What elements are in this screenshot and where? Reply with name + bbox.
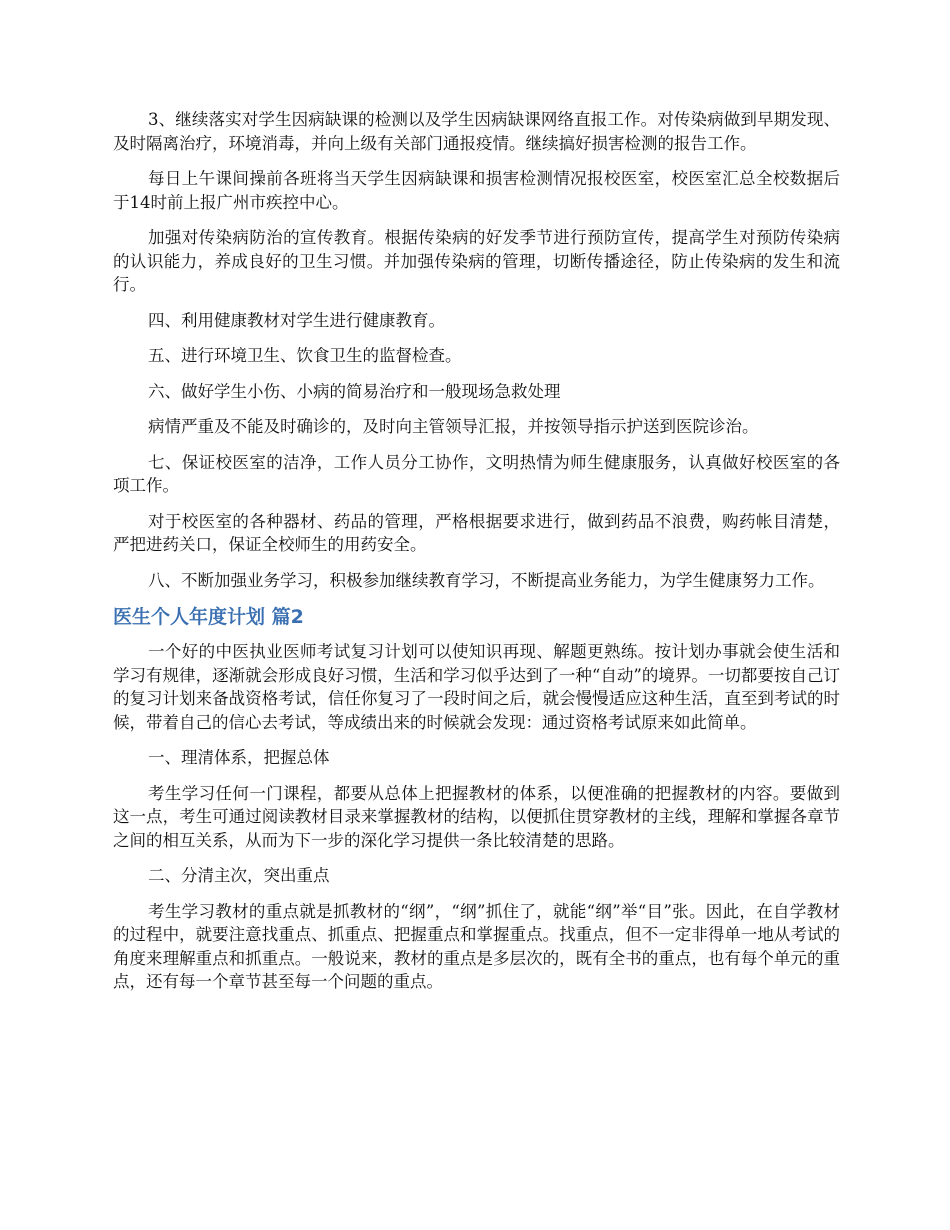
paragraph: 考生学习任何一门课程，都要从总体上把握教材的体系，以便准确的把握教材的内容。要做到这一点，考生可通过阅读教材目录来掌握教材的结构，以便抓住贯穿教材的主线，理解和掌握各章节之间的相互关系，从而为下一步的深化学习提供一条比较清楚的思路。 <box>113 783 840 850</box>
paragraph: 四、利用健康教材对学生进行健康教育。 <box>148 310 445 330</box>
paragraph: 二、分清主次，突出重点 <box>148 866 330 885</box>
paragraph: 考生学习教材的重点就是抓教材的“纲”，“纲”抓住了，就能“纲”举“目”张。因此，在自学教材的过程中，就要注意找重点、抓重点、把握重点和掌握重点。找重点，但不一定非得单一地从考试的角度来理解重点和抓重点。一般说来，教材的重点是多层次的，既有全书的重点，也有每个单元的重点，还有每一个章节甚至每一个问题的重点。 <box>113 901 840 991</box>
paragraph: 六、做好学生小伤、小病的简易治疗和一般现场急救处理 <box>148 381 561 401</box>
paragraph: 每日上午课间操前各班将当天学生因病缺课和损害检测情况报校医室，校医室汇总全校数据后于14时前上报广州市疾控中心。 <box>113 169 840 212</box>
paragraph: 病情严重及不能及时确诊的，及时向主管领导汇报，并按领导指示护送到医院诊治。 <box>148 417 759 436</box>
paragraph: 五、进行环境卫生、饮食卫生的监督检查。 <box>148 346 462 365</box>
paragraph: 八、不断加强业务学习，积极参加继续教育学习，不断提高业务能力，为学生健康努力工作。 <box>148 570 825 590</box>
document-page <box>113 108 840 1006</box>
paragraph: 加强对传染病防治的宣传教育。根据传染病的好发季节进行预防宣传，提高学生对预防传染病的认识能力，养成良好的卫生习惯。并加强传染病的管理，切断传播途径，防止传染病的发生和流行。 <box>113 228 840 294</box>
paragraph: 对于校医室的各种器材、药品的管理，严格根据要求进行，做到药品不浪费，购药帐目清楚，严把进药关口，保证全校师生的用药安全。 <box>113 511 840 554</box>
paragraph: 一个好的中医执业医师考试复习计划可以使知识再现、解题更熟练。按计划办事就会使生活和学习有规律，逐渐就会形成良好习惯，生活和学习似乎达到了一种“自动”的境界。一切都要按自己订的复习计划来备战资格考试，信任你复习了一段时间之后，就会慢慢适应这种生活，直至到考试的时候，带着自己的信心去考试，等成绩出来的时候就会发现：通过资格考试原来如此简单。 <box>113 642 840 732</box>
section-heading: 医生个人年度计划 篇2 <box>113 606 304 628</box>
paragraph: 一、理清体系，把握总体 <box>148 748 330 767</box>
paragraph: 3、继续落实对学生因病缺课的检测以及学生因病缺课网络直报工作。对传染病做到早期发现、及时隔离治疗，环境消毒，并向上级有关部门通报疫情。继续搞好损害检测的报告工作。 <box>113 110 840 153</box>
paragraph: 七、保证校医室的洁净，工作人员分工协作，文明热情为师生健康服务，认真做好校医室的各项工作。 <box>113 452 840 495</box>
